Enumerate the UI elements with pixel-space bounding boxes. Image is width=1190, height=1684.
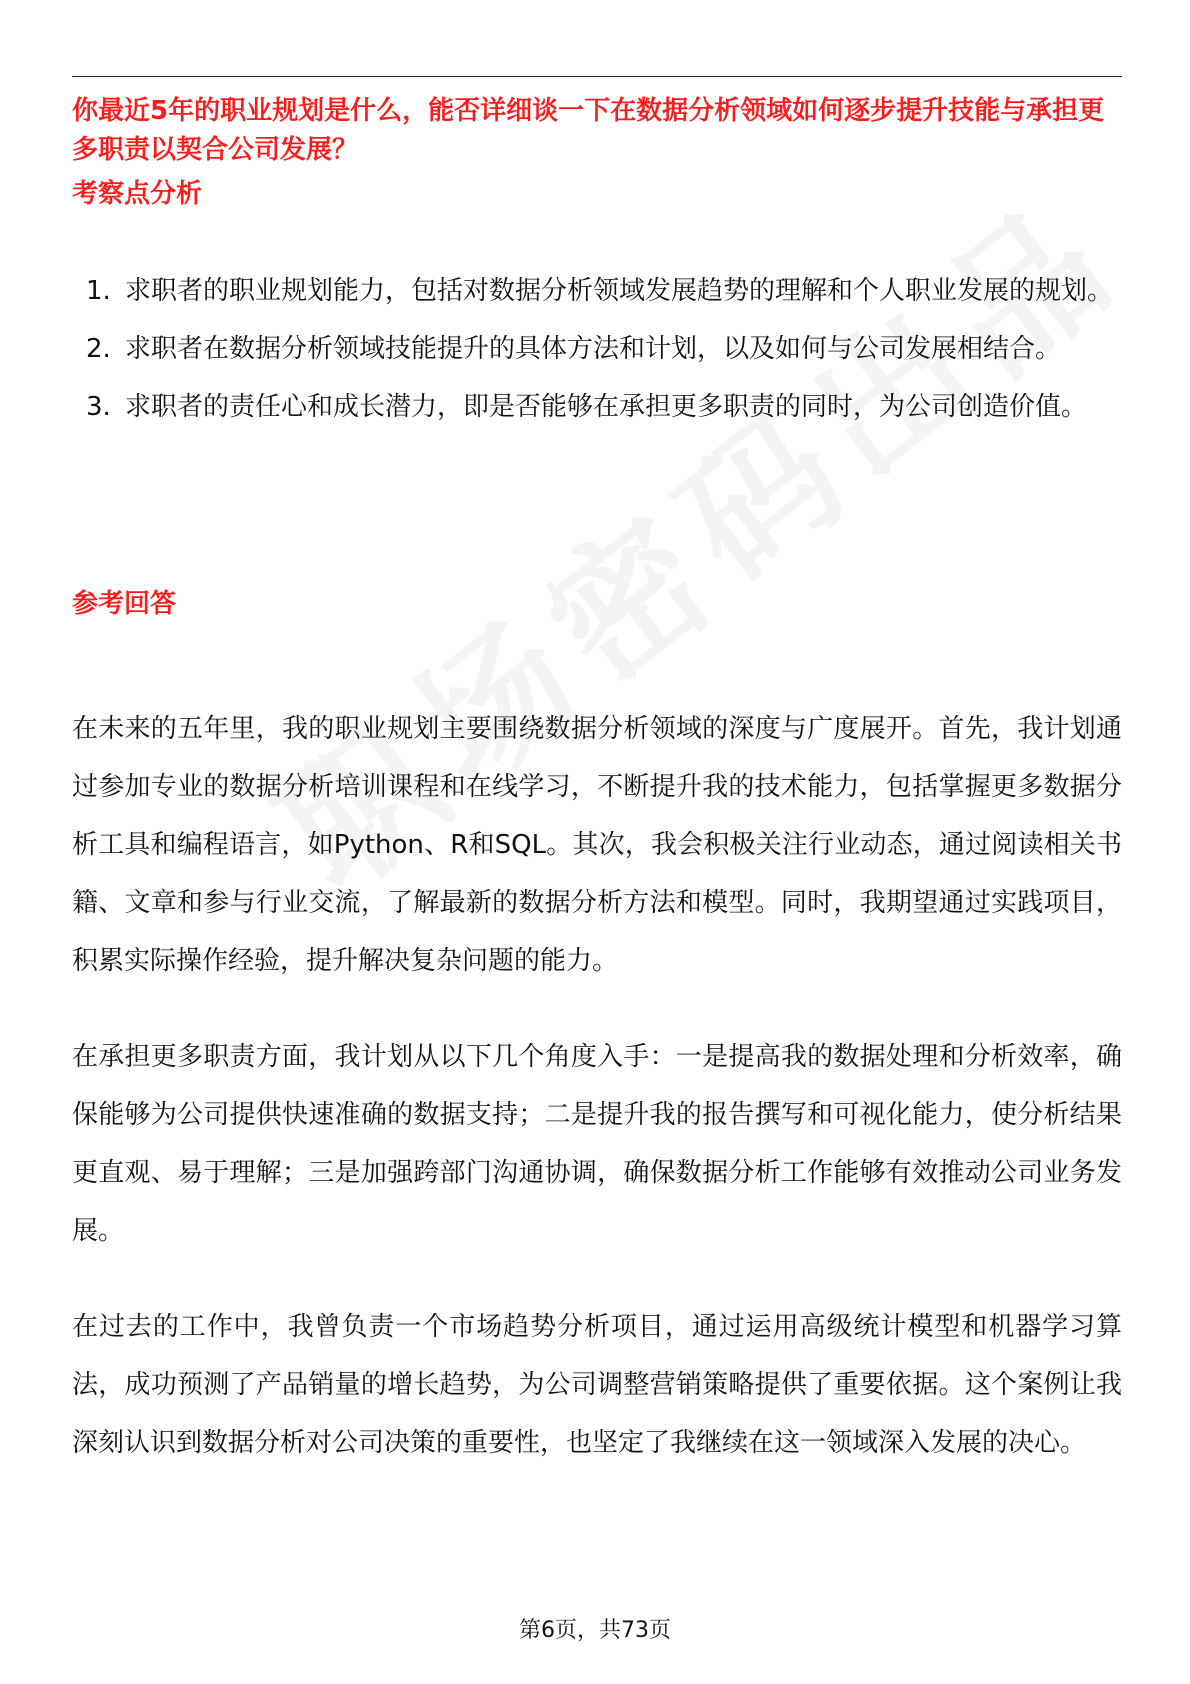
answer-heading: 参考回答 <box>72 589 177 619</box>
point-number: 2. <box>86 334 111 364</box>
answer-body <box>72 700 1122 1510</box>
answer-paragraph: 在承担更多职责方面，我计划从以下几个角度入手：一是提高我的数据处理和分析效率，确保能够为公司提供快速准确的数据支持；二是提升我的报告撰写和可视化能力，使分析结果更直观、易于理解；三是加强跨部门沟通协调，确保数据分析工作能够有效推动公司业务发展。 <box>72 1042 1122 1246</box>
page-footer: 第6页，共73页 <box>519 1618 671 1643</box>
analysis-points-list <box>72 262 1122 436</box>
point-text: 求职者的职业规划能力，包括对数据分析领域发展趋势的理解和个人职业发展的规划。 <box>125 276 1114 306</box>
analysis-point <box>72 320 1122 378</box>
point-number: 1. <box>86 276 111 306</box>
point-number: 3. <box>86 392 111 422</box>
document-page <box>72 0 1122 1684</box>
answer-paragraph: 在未来的五年里，我的职业规划主要围绕数据分析领域的深度与广度展开。首先，我计划通过参加专业的数据分析培训课程和在线学习，不断提升我的技术能力，包括掌握更多数据分析工具和编程语言，如Python、R和SQL。其次，我会积极关注行业动态，通过阅读相关书籍、文章和参与行业交流，了解最新的数据分析方法和模型。同时，我期望通过实践项目，积累实际操作经验，提升解决复杂问题的能力。 <box>72 714 1122 976</box>
question-title: 你最近5年的职业规划是什么，能否详细谈一下在数据分析领域如何逐步提升技能与承担更多职责以契合公司发展？ <box>72 96 1105 165</box>
top-divider <box>72 76 1122 77</box>
answer-paragraph: 在过去的工作中，我曾负责一个市场趋势分析项目，通过运用高级统计模型和机器学习算法，成功预测了产品销量的增长趋势，为公司调整营销策略提供了重要依据。这个案例让我深刻认识到数据分析对公司决策的重要性，也坚定了我继续在这一领域深入发展的决心。 <box>72 1312 1122 1458</box>
analysis-point <box>72 378 1122 436</box>
analysis-point <box>72 262 1122 320</box>
analysis-heading: 考察点分析 <box>72 179 203 209</box>
point-text: 求职者在数据分析领域技能提升的具体方法和计划，以及如何与公司发展相结合。 <box>125 334 1062 364</box>
point-text: 求职者的责任心和成长潜力，即是否能够在承担更多职责的同时，为公司创造价值。 <box>125 392 1088 422</box>
